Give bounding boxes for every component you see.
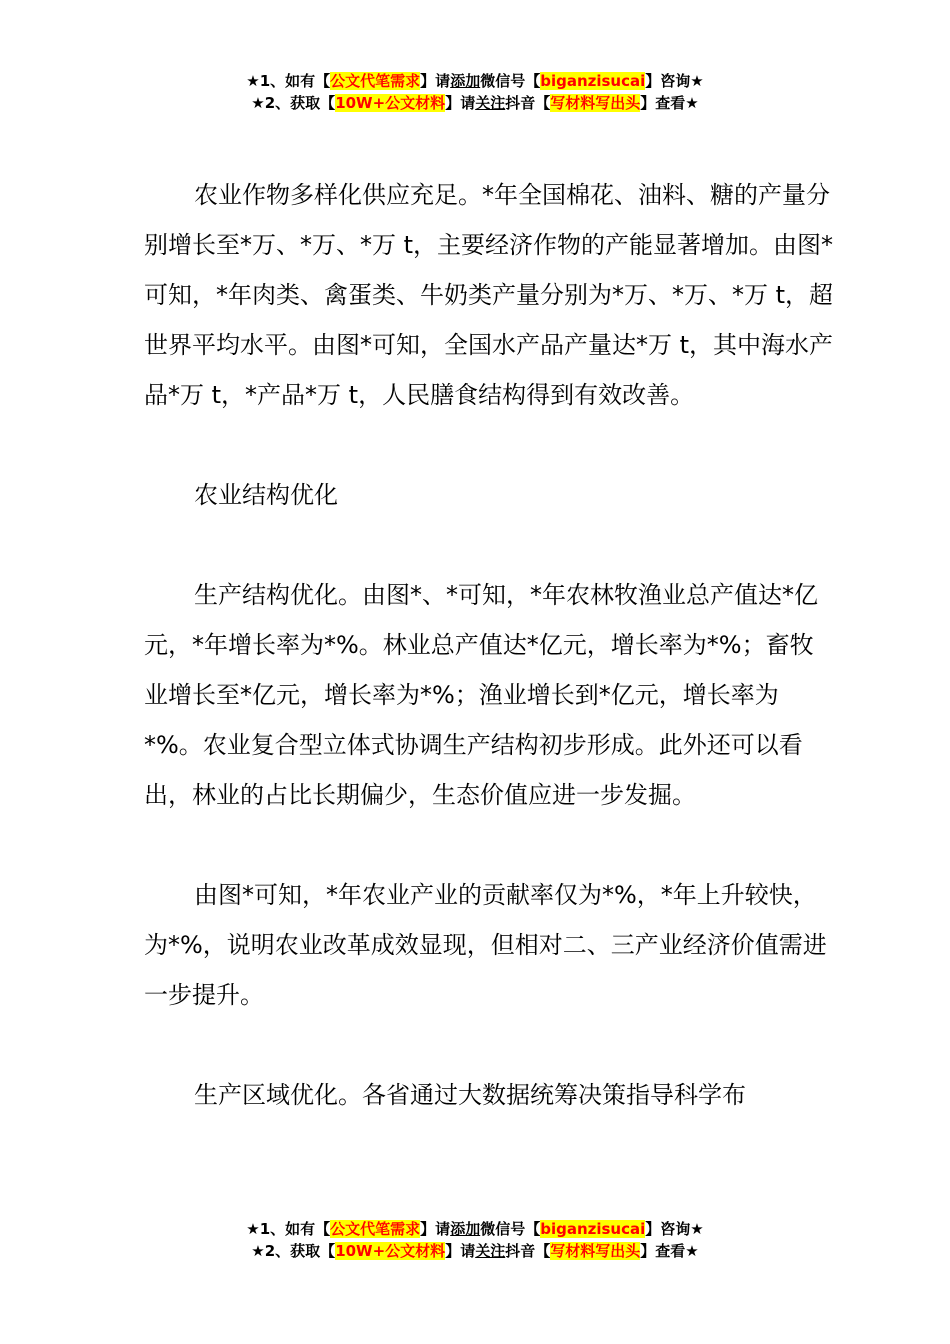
paragraph-contribution-rate: 由图*可知，*年农业产业的贡献率仅为*%，*年上升较快，为*%，说明农业改革成效显现，但相对二、三产业经济价值需进一步提升。: [144, 881, 827, 1009]
banner-text: ★1、如有【: [246, 1220, 331, 1238]
section-heading: 农业结构优化: [194, 481, 338, 509]
banner-text: 抖音【: [505, 94, 551, 112]
banner-text: 】请: [445, 94, 476, 112]
banner-text: 】查看★: [640, 1242, 699, 1260]
banner-line-2: [0, 1240, 950, 1262]
banner-text: 】咨询★: [645, 1220, 704, 1238]
banner-highlight: 公文代笔需求: [330, 72, 421, 90]
banner-highlight: 公文代笔需求: [330, 1220, 421, 1238]
banner-text: 】咨询★: [645, 72, 704, 90]
banner-text: ★1、如有【: [246, 72, 331, 90]
paragraph-production-structure: 生产结构优化。由图*、*可知，*年农林牧渔业总产值达*亿元，*年增长率为*%。林业总产值达*亿元，增长率为*%；畜牧业增长至*亿元，增长率为*%；渔业增长到*亿元，增长率为*%。农业复合型立体式协调生产结构初步形成。此外还可以看出，林业的占比长期偏少，生态价值应进一步发掘。: [144, 581, 818, 809]
banner-emphasis: 添加: [450, 1220, 481, 1238]
banner-emphasis: 关注: [475, 94, 506, 112]
banner-line-1: [0, 1218, 950, 1240]
paragraph-gap: [144, 520, 834, 570]
banner-text: ★2、获取【: [251, 94, 336, 112]
banner-text: 微信号【: [480, 1220, 541, 1238]
banner-highlight: 10W+公文材料: [335, 1242, 446, 1260]
banner-emphasis: 添加: [450, 72, 481, 90]
paragraph-gap: [144, 820, 834, 870]
banner-text: 抖音【: [505, 1242, 551, 1260]
banner-line-2: [0, 92, 950, 114]
banner-text: 】请: [420, 72, 451, 90]
paragraph-gap: [144, 420, 834, 470]
paragraph-crop-supply: 农业作物多样化供应充足。*年全国棉花、油料、糖的产量分别增长至*万、*万、*万 t，主要经济作物的产能显著增加。由图*可知，*年肉类、禽蛋类、牛奶类产量分别为*万、*万、*万 t，超世界平均水平。由图*可知，全国水产品产量达*万 t，其中海水产品*万 t，*产品*万 t，人民膳食结构得到有效改善。: [144, 181, 834, 409]
banner-highlight: 写材料写出头: [550, 1242, 641, 1260]
banner-text: 微信号【: [480, 72, 541, 90]
banner-emphasis: 关注: [475, 1242, 506, 1260]
banner-highlight: 10W+公文材料: [335, 94, 446, 112]
paragraph-gap: [144, 1020, 834, 1070]
banner-text: 】请: [420, 1220, 451, 1238]
banner-line-1: [0, 70, 950, 92]
banner-text: 】查看★: [640, 94, 699, 112]
banner-highlight: 写材料写出头: [550, 94, 641, 112]
banner-text: 】请: [445, 1242, 476, 1260]
document-body: [144, 170, 834, 1120]
paragraph-regional-optimization: 生产区域优化。各省通过大数据统筹决策指导科学布: [194, 1081, 746, 1109]
header-banner: [0, 70, 950, 114]
banner-text: ★2、获取【: [251, 1242, 336, 1260]
banner-highlight: biganzisucai: [540, 1220, 646, 1238]
footer-banner: [0, 1218, 950, 1262]
banner-highlight: biganzisucai: [540, 72, 646, 90]
